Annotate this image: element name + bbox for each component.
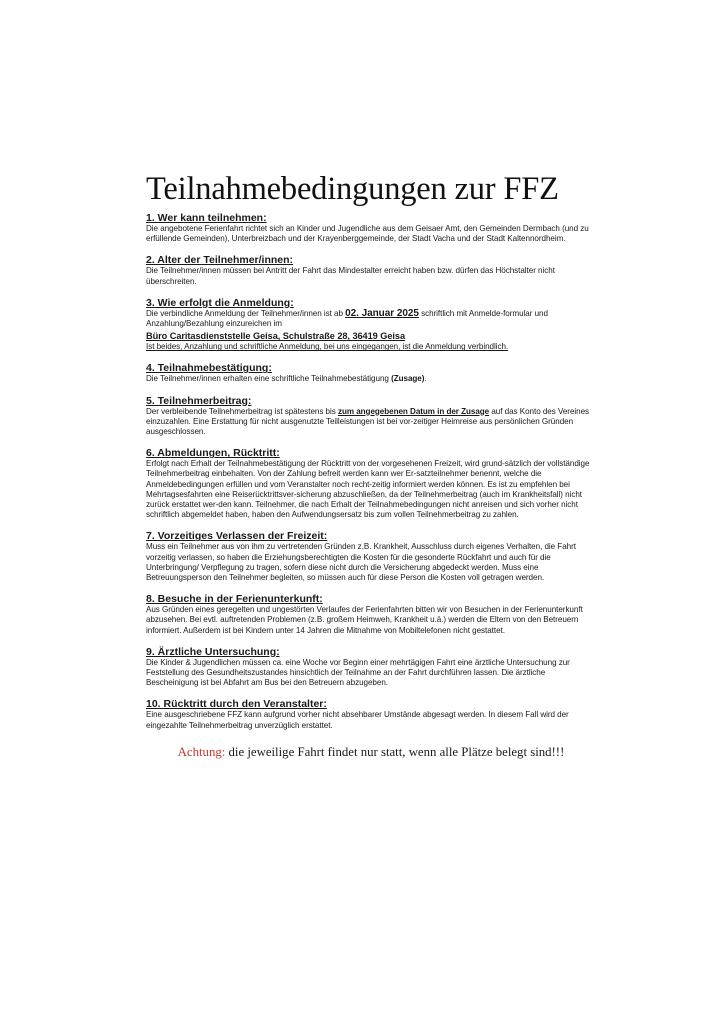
- section-10-heading: 10. Rücktritt durch den Veranstalter:: [146, 698, 327, 711]
- section-6-body: Erfolgt nach Erhalt der Teilnahmebestätigung der Rücktritt von der vorgesehenen Freizeit, wird grund-sätzlich der vollständige Teilnehmerbeitrag einbehalten. Von der Zahlung befreit werden kann wer Er-satzteilnehmer benennt, welche die Anmeldebedingungen erfüllen und vom Veranstalter noch recht-zeitig informiert werden können. Es ist zu empfehlen bei Mehrtagsesfahrten eine Reiserücktrittsver-sicherung abzuschließen, da der Teilnehmerbeitrag (auch im Krankheitsfall) nicht zurück erstattet wer-den kann. Teilnehmer, die nach Erhalt der Teilnahmebedingungen nicht anreisen und sich vorher nicht schriftlich abgemeldet haben, haben den Aufwendungsersatz bis zum vollen Teilnehmerbeitrag zu zahlen.: [146, 459, 590, 520]
- section-1: [146, 212, 596, 244]
- office-address: Büro Caritasdienststelle Geisa, Schulstraße 28, 36419 Geisa: [146, 331, 406, 342]
- section-8-body: Aus Gründen eines geregelten und ungestörten Verlaufes der Ferienfahrten bitten wir von Besuchen in der Ferienunterkunft abzusehen. Bei evtl. auftretenden Problemen (z.B. großem Heimweh, Krankheit u.ä.) werden die Eltern von den Betreuern informiert. Außerdem ist bei Kindern unter 14 Jahren die Mitnahme von Mobiltelefonen nicht gestattet.: [146, 605, 583, 635]
- section-9: [146, 646, 596, 689]
- section-5-bold: zum angegebenen Datum in der Zusage: [337, 406, 490, 416]
- section-3-note: Ist beides, Anzahlung und schriftliche Anmeldung, bei uns eingegangen, ist die Anmeldung verbindlich.: [146, 342, 509, 352]
- section-2-body: Die Teilnehmer/innen müssen bei Antritt der Fahrt das Mindestalter erreicht haben bzw. dürfen das Höchstalter nicht überschreiten.: [146, 266, 555, 286]
- section-4: [146, 362, 596, 384]
- section-6-heading: 6. Abmeldungen, Rücktritt:: [146, 447, 280, 460]
- section-4-body-pre: Die Teilnehmer/innen erhalten eine schriftliche Teilnahmebestätigung: [146, 374, 389, 384]
- registration-date: 02. Januar 2025: [345, 307, 419, 319]
- section-1-body: Die angebotene Ferienfahrt richtet sich an Kinder und Jugendliche aus dem Geisaer Amt, den Gemeinden Dermbach (und zu erfüllende Gemeinden), Unterbreizbach und der Krayenberggemeinde, der Stadt Vacha und der Stadt Kaltennordheim.: [146, 224, 589, 244]
- section-7-body: Muss ein Teilnehmer aus von ihm zu vertretenden Gründen z.B. Krankheit, Ausschluss durch eigenes Verhalten, die Fahrt vorzeitig verlassen, so haben die Erziehungsberechtigten die Kosten für die gesonderte Rückfahrt und auch für die Unterbringung/ Verpflegung zu tragen, sofern diese nicht durch die Versicherung abgedeckt werden. Muss eine Betreuungsperson den Teilnehmer begleiten, so müssen auch für diese Person die Kosten voll getragen werden.: [146, 542, 576, 583]
- notice-label: Achtung:: [177, 744, 226, 759]
- section-8-heading: 8. Besuche in der Ferienunterkunft:: [146, 593, 323, 606]
- document-page: [146, 170, 596, 760]
- section-2-heading: 2. Alter der Teilnehmer/innen:: [146, 254, 294, 267]
- document-title: Teilnahmebedingungen zur FFZ: [146, 171, 559, 207]
- notice-line: [146, 745, 596, 760]
- section-4-body-post: .: [424, 374, 427, 384]
- section-6: [146, 447, 596, 520]
- section-8: [146, 593, 596, 636]
- section-5-heading: 5. Teilnehmerbeitrag:: [146, 394, 252, 407]
- section-5: [146, 395, 596, 438]
- section-3-body-pre: Die verbindliche Anmeldung der Teilnehmer/innen ist ab: [146, 308, 343, 318]
- section-10-body: Eine ausgeschriebene FFZ kann aufgrund vorher nicht absehbarer Umstände abgesagt werden. In diesem Fall wird der eingezahlte Teilnehmerbeitrag unverzüglich erstattet.: [146, 710, 569, 730]
- section-3: [146, 297, 596, 353]
- section-7-heading: 7. Vorzeitiges Verlassen der Freizeit:: [146, 530, 328, 543]
- section-4-body: [146, 374, 596, 384]
- section-10: [146, 698, 596, 730]
- section-9-body: Die Kinder & Jugendlichen müssen ca. eine Woche vor Beginn einer mehrtägigen Fahrt eine ärztliche Untersuchung zur Feststellung des Gesundheitszustandes hinsichtlich der Teilnahme an der Fahrt durchführen lassen. Die ärztliche Bescheinigung ist bei Abfahrt am Bus bei den Betreuern abzugeben.: [146, 657, 570, 688]
- notice-text: die jeweilige Fahrt findet nur statt, wenn alle Plätze belegt sind!!!: [228, 744, 565, 759]
- section-3-body-post: schriftlich mit Anmelde-formular und Anzahlung/Bezahlung einzureichen im: [146, 308, 548, 329]
- section-7: [146, 530, 596, 583]
- section-4-heading: 4. Teilnahmebestätigung:: [146, 362, 272, 375]
- section-9-heading: 9. Ärztliche Untersuchung:: [146, 645, 280, 658]
- section-2: [146, 254, 596, 286]
- section-4-bold: (Zusage): [391, 374, 425, 384]
- section-5-body: [146, 407, 596, 438]
- section-5-body-post: auf das Konto des Vereines einzuzahlen. Eine Erstattung für nicht ausgenutzte Teilleistungen ist bei vor-zeitiger Heimreise aus persönlichen Gründen ausgeschlossen.: [146, 406, 590, 437]
- section-5-body-pre: Der verbleibende Teilnehmerbeitrag ist spätestens bis: [146, 406, 336, 416]
- section-1-heading: 1. Wer kann teilnehmen:: [146, 212, 267, 224]
- section-3-body: [146, 309, 596, 353]
- section-3-heading: 3. Wie erfolgt die Anmeldung:: [146, 296, 294, 309]
